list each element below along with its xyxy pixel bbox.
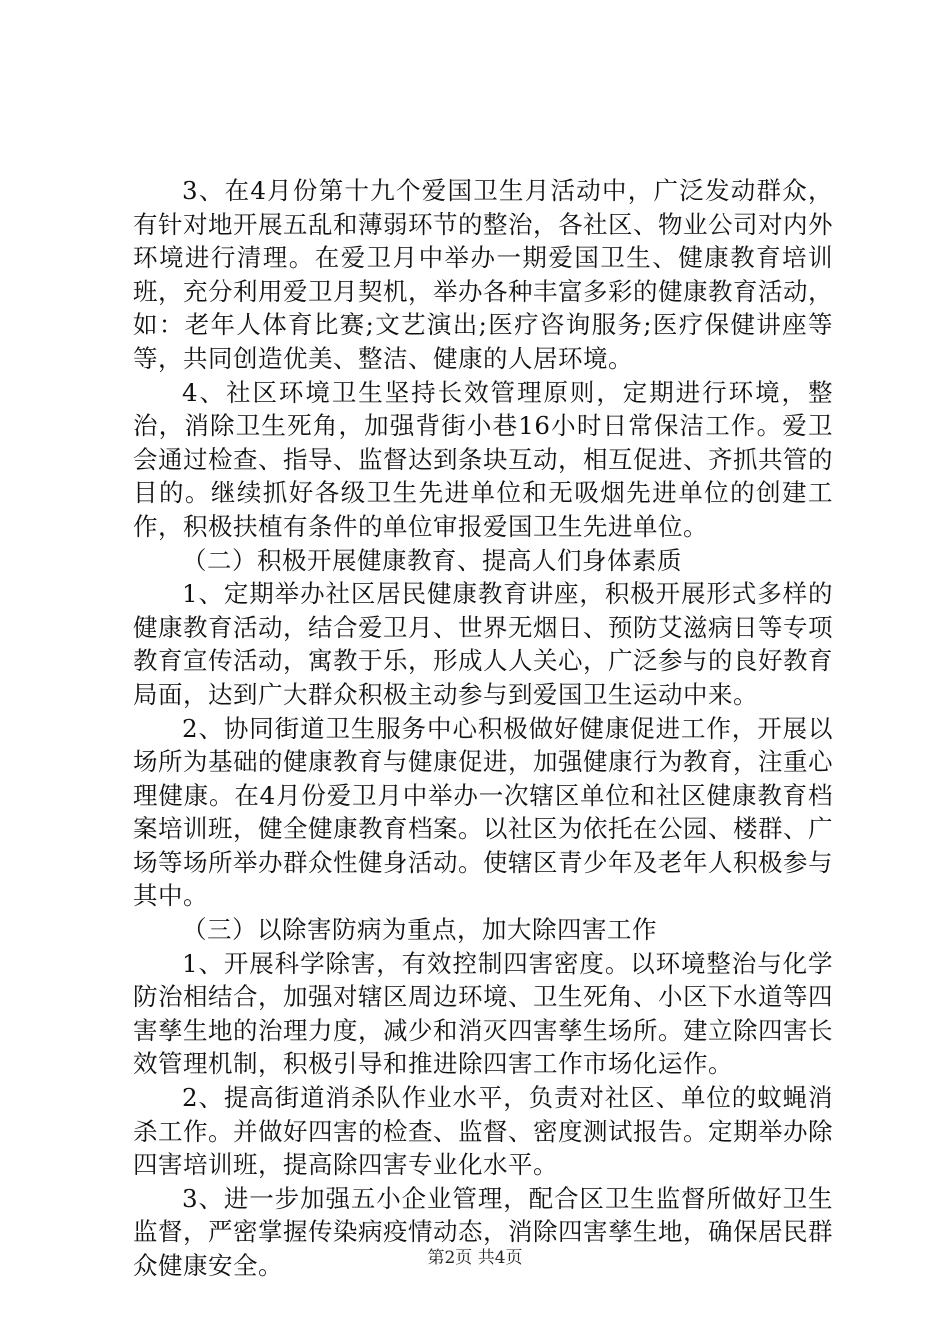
paragraph-environment-management: 4、社区环境卫生坚持长效管理原则，定期进行环境，整治，消除卫生死角，加强背街小巷16小时日常保洁工作。爱卫会通过检查、指导、监督达到条块互动，相互促进、齐抓共管的目的。继续抓好各级卫生先进单位和无吸烟先进单位的创建工作，积极扶植有条件的单位审报爱国卫生先进单位。 xyxy=(133,377,833,541)
paragraph-disinfection-team: 2、提高街道消杀队作业水平，负责对社区、单位的蚊蝇消杀工作。并做好四害的检查、监督、密度测试报告。定期举办除四害培训班，提高除四害专业化水平。 xyxy=(133,1083,833,1180)
paragraph-small-enterprise: 3、进一步加强五小企业管理，配合区卫生监督所做好卫生监督，严密掌握传染病疫情动态，消除四害孳生地，确保居民群众健康安全。 xyxy=(133,1183,833,1280)
section-heading-pest-control: （三）以除害防病为重点，加大除四害工作 xyxy=(182,915,657,945)
paragraph-health-promotion: 2、协同街道卫生服务中心积极做好健康促进工作，开展以场所为基础的健康教育与健康促进，加强健康行为教育，注重心理健康。在4月份爱卫月中举办一次辖区单位和社区健康教育档案培训班，健全健康教育档案。以社区为依托在公园、楼群、广场等场所举办群众性健身活动。使辖区青少年及老年人积极参与其中。 xyxy=(133,713,833,911)
page-number-footer: 第2页 共4页 xyxy=(427,1248,523,1268)
paragraph-health-lectures: 1、定期举办社区居民健康教育讲座，积极开展形式多样的健康教育活动，结合爱卫月、世界无烟日、预防艾滋病日等专项教育宣传活动，寓教于乐，形成人人关心，广泛参与的良好教育局面，达到广大群众积极主动参与到爱国卫生运动中来。 xyxy=(133,579,833,709)
section-heading-health-education: （二）积极开展健康教育、提高人们身体素质 xyxy=(182,545,682,575)
document-body xyxy=(133,174,833,1283)
paragraph-scientific-pest-control: 1、开展科学除害，有效控制四害密度。以环境整治与化学防治相结合，加强对辖区周边环境、卫生死角、小区下水道等四害孳生地的治理力度，减少和消灭四害孳生场所。建立除四害长效管理机制，积极引导和推进除四害工作市场化运作。 xyxy=(133,948,833,1079)
paragraph-sanitation-month: 3、在4月份第十九个爱国卫生月活动中，广泛发动群众，有针对地开展五乱和薄弱环节的整治，各社区、物业公司对内外环境进行清理。在爱卫月中举办一期爱国卫生、健康教育培训班，充分利用爱卫月契机，举办各种丰富多彩的健康教育活动，如：老年人体育比赛;文艺演出;医疗咨询服务;医疗保健讲座等等，共同创造优美、整洁、健康的人居环境。 xyxy=(133,176,833,373)
